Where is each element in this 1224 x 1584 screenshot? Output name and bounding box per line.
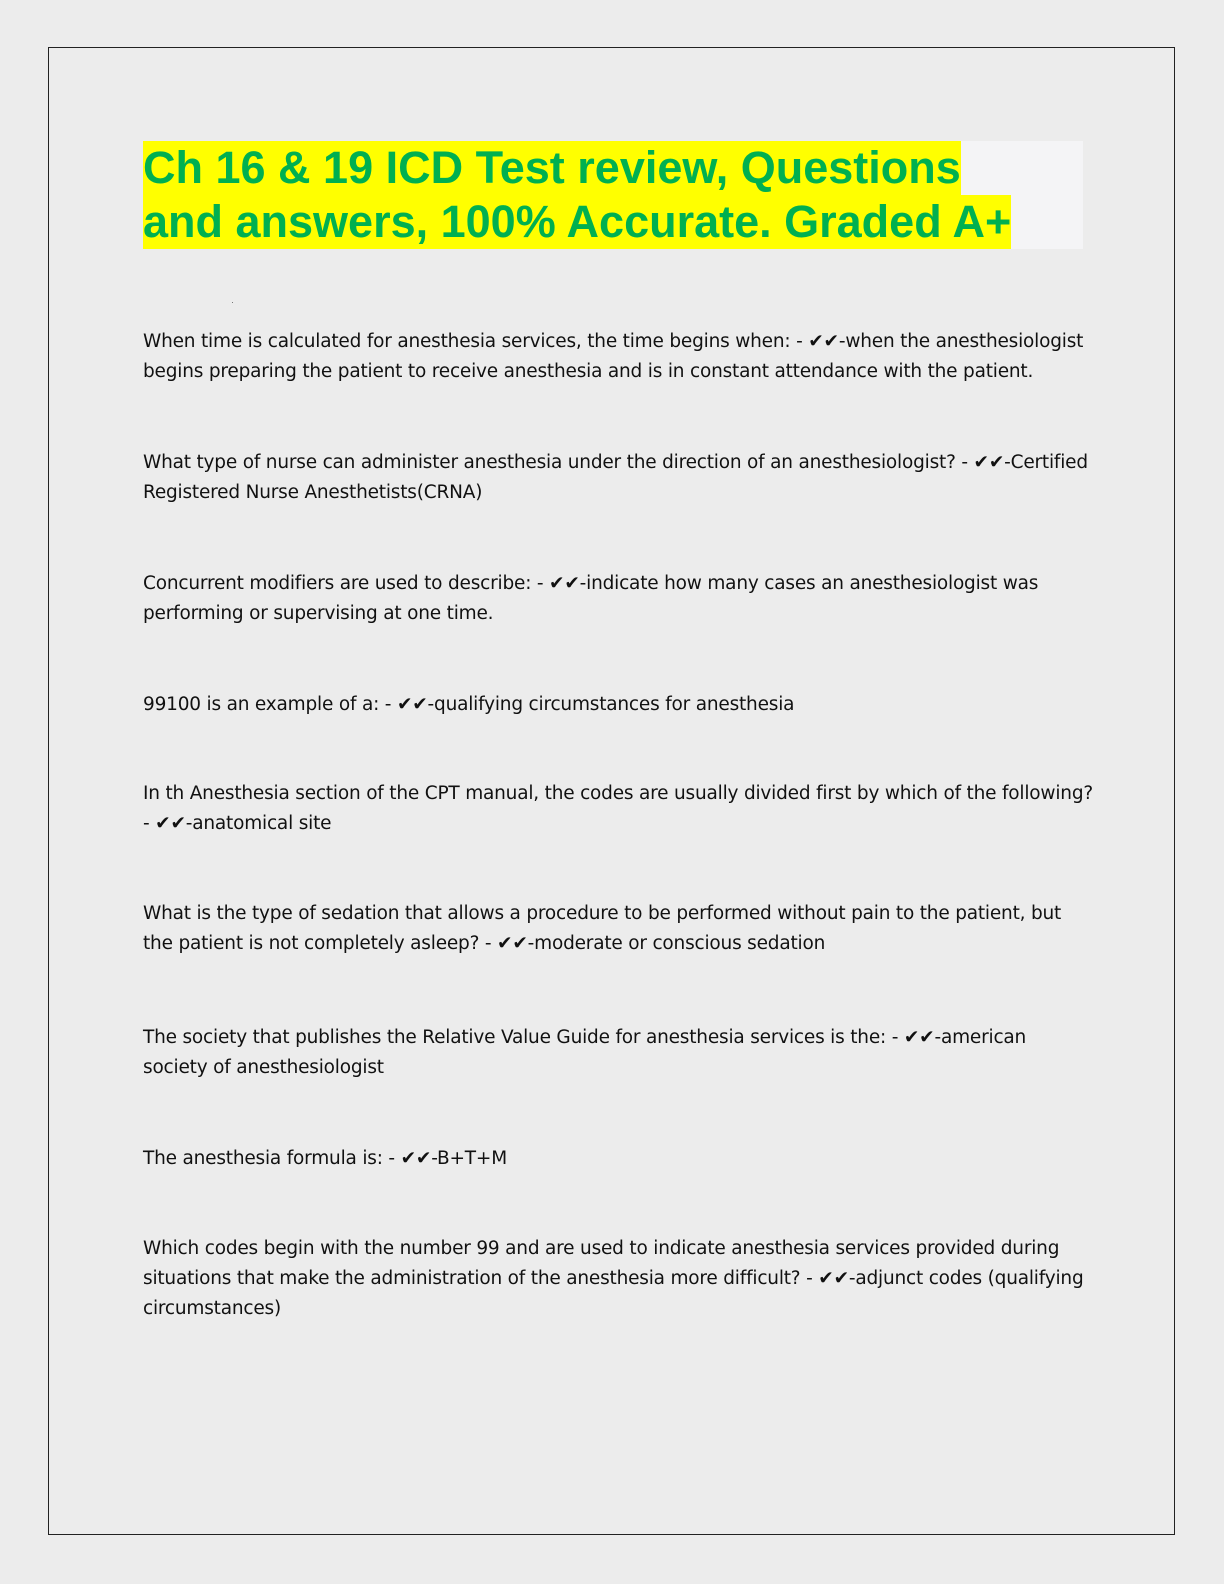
qa-item-7: The society that publishes the Relative Value Guide for anesthesia services is the: - ✔✔-american society of anesthesiologist — [143, 1027, 1027, 1078]
qa-item-4: 99100 is an example of a: - ✔✔-qualifying circumstances for anesthesia — [143, 694, 795, 715]
stray-mark — [232, 302, 233, 303]
qa-item-2: What type of nurse can administer anesthesia under the direction of an anesthesiologist? - ✔✔-Certified Registered Nurse Anesthetists(CRNA) — [143, 452, 1088, 503]
qa-item-1: When time is calculated for anesthesia services, the time begins when: - ✔✔-when the anesthesiologist begins preparing the patient to receive anesthesia and is in constant attendance with the patient. — [143, 331, 1084, 382]
qa-item-5: In th Anesthesia section of the CPT manual, the codes are usually divided first by which of the following? - ✔✔-anatomical site — [143, 783, 1093, 834]
document-title — [143, 141, 1083, 249]
qa-item-3: Concurrent modifiers are used to describe: - ✔✔-indicate how many cases an anesthesiologist was performing or supervising at one time. — [143, 573, 1039, 624]
title-line-1: Ch 16 & 19 ICD Test review, Questions — [143, 142, 961, 193]
qa-item-8: The anesthesia formula is: - ✔✔-B+T+M — [143, 1148, 507, 1169]
qa-item-9: Which codes begin with the number 99 and are used to indicate anesthesia services provided during situations that make the administration of the anesthesia more difficult? - ✔✔-adjunct codes (qualifying circumstances) — [143, 1238, 1084, 1319]
qa-item-6: What is the type of sedation that allows a procedure to be performed without pain to the patient, but the patient is not completely asleep? - ✔✔-moderate or conscious sedation — [143, 903, 1062, 954]
title-line-2: and answers, 100% Accurate. Graded A+ — [143, 196, 1012, 247]
